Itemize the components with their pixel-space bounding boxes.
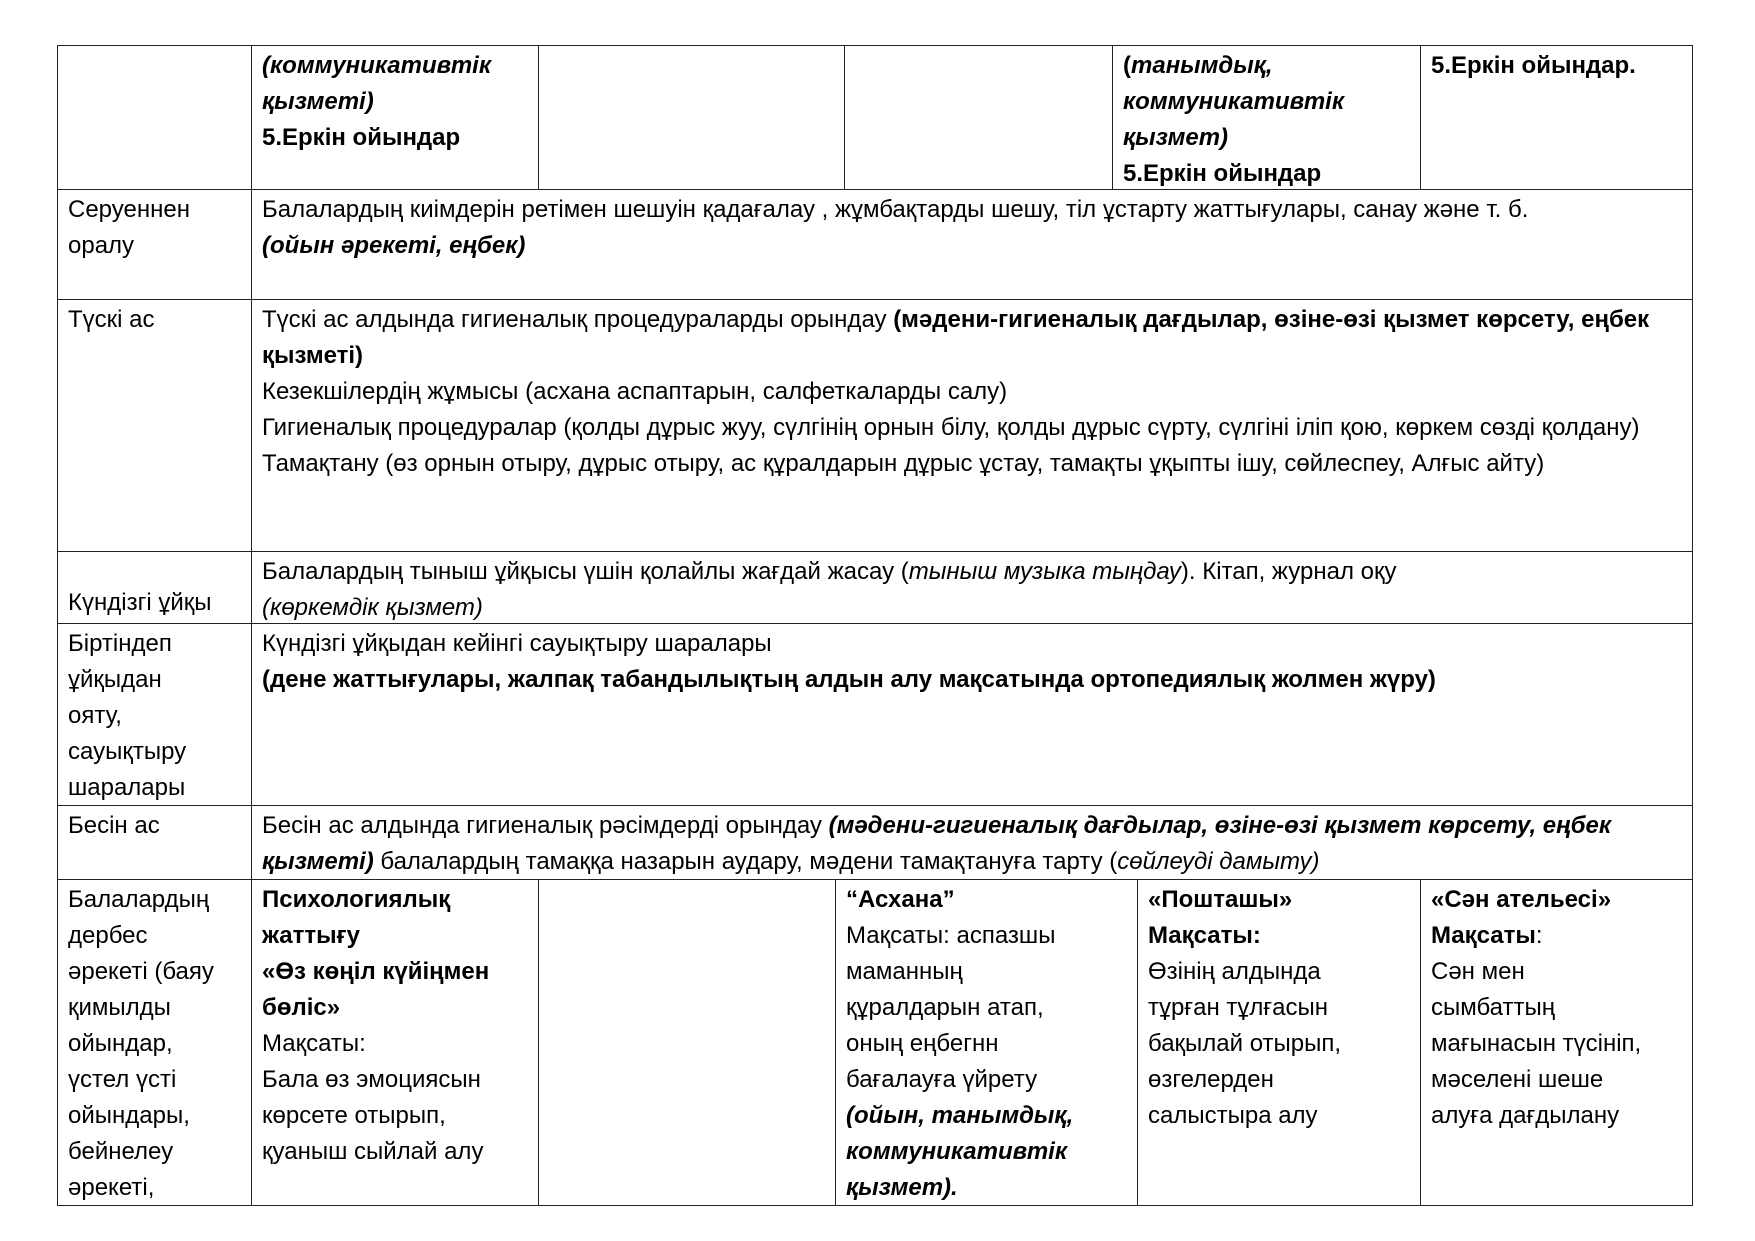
table-cell xyxy=(1421,880,1692,1205)
table-cell xyxy=(252,552,1692,623)
cell-text: (мәдени-гигиеналық дағдылар, өзіне-өзі қызмет көрсету, еңбек қызметі) xyxy=(262,306,1650,369)
table-row xyxy=(57,624,1693,806)
cell-text: Бала өз эмоциясын xyxy=(262,1066,481,1093)
cell-text: : xyxy=(1535,922,1543,949)
row-label-text: ойындары, xyxy=(68,1102,190,1129)
row-label xyxy=(58,624,252,805)
row-label-text: әрекеті, xyxy=(68,1174,155,1201)
cell-text: Өзінің алдында xyxy=(1148,958,1321,985)
cell-text: Балалардың тыныш ұйқысы үшін қолайлы жағдай жасау ( xyxy=(262,558,909,585)
cell-text: Мақсаты: аспазшы xyxy=(846,922,1056,949)
cell-text: өзгелерден xyxy=(1148,1066,1274,1093)
cell-text: алуға дағдылану xyxy=(1431,1102,1620,1129)
cell-text: 5.Еркін ойындар xyxy=(1123,160,1322,187)
table-cell xyxy=(836,880,1138,1205)
cell-text: балалардың тамаққа назарын аудару, мәдени тамақтануға тарту ( xyxy=(373,848,1118,875)
cell-text: салыстыра алу xyxy=(1148,1102,1318,1129)
cell-text: Балалардың киімдерін ретімен шешуін қадағалау , жұмбақтарды шешу, тіл ұстарту жаттығулары, санау және т. б. xyxy=(262,196,1529,223)
cell-text: тыныш музыка тыңдау xyxy=(908,558,1181,585)
row-label-text: қимылды xyxy=(68,994,171,1021)
row-label-text: Балалардың xyxy=(68,886,210,913)
cell-text: (мәдени-гигиеналық дағдылар, өзіне-өзі қызмет көрсету, еңбек қызметі) xyxy=(262,812,1611,875)
cell-text: Мақсаты: xyxy=(1148,922,1261,949)
table-row xyxy=(57,45,1693,190)
row-label xyxy=(58,806,252,879)
cell-text: (коммуникативтік xyxy=(262,52,491,79)
cell-text: жаттығу xyxy=(262,922,361,949)
cell-text: маманның xyxy=(846,958,963,985)
row-label-text: дербес xyxy=(68,922,148,949)
row-label-text: бейнелеу xyxy=(68,1138,174,1165)
cell-text: Тамақтану (өз орнын отыру, дұрыс отыру, ас құралдарын дұрыс ұстау, тамақты ұқыпты ішу, сөйлеспеу, Алғыс айту) xyxy=(262,450,1545,477)
table-cell xyxy=(1421,46,1692,189)
table-cell-label-empty xyxy=(58,46,252,189)
cell-text: қызмет) xyxy=(1123,124,1229,151)
table-cell xyxy=(1138,880,1421,1205)
cell-text: Бесін ас алдында гигиеналық рәсімдерді орындау xyxy=(262,812,829,839)
cell-text: 5.Еркін ойындар. xyxy=(1431,52,1636,79)
cell-text: мағынасын түсініп, xyxy=(1431,1030,1642,1057)
cell-text: оның еңбегнн xyxy=(846,1030,999,1057)
cell-text: Кезекшілердің жұмысы (асхана аспаптарын, салфеткаларды салу) xyxy=(262,378,1008,405)
cell-text: «Өз көңіл күйіңмен xyxy=(262,958,490,985)
table-cell xyxy=(1113,46,1421,189)
row-label-text: Біртіндеп xyxy=(68,630,172,657)
row-label-text: Түскі ас xyxy=(68,306,155,333)
cell-text: Күндізгі ұйқыдан кейінгі сауықтыру шаралары xyxy=(262,630,772,657)
cell-text: Түскі ас алдында гигиеналық процедураларды орындау xyxy=(262,306,894,333)
row-label-text: үстел үсті xyxy=(68,1066,177,1093)
table-row xyxy=(57,190,1693,300)
table-cell xyxy=(252,806,1692,879)
row-label-text: сауықтыру xyxy=(68,738,187,765)
table-cell-empty xyxy=(845,46,1113,189)
row-label xyxy=(58,880,252,1205)
row-label-text: Күндізгі ұйқы xyxy=(68,589,212,616)
cell-text: көрсете отырып, xyxy=(262,1102,446,1129)
table-cell xyxy=(252,300,1692,551)
cell-text: қуаныш сыйлай алу xyxy=(262,1138,484,1165)
row-label-text: шаралары xyxy=(68,774,186,801)
cell-note: (көркемдік қызмет) xyxy=(262,594,483,621)
row-label xyxy=(58,300,252,551)
cell-text: бөліс» xyxy=(262,994,341,1021)
cell-text: Мақсаты xyxy=(1431,922,1536,949)
cell-note: (ойын әрекеті, еңбек) xyxy=(262,232,526,259)
cell-text: 5.Еркін ойындар xyxy=(262,124,461,151)
cell-text: Психологиялық xyxy=(262,886,451,913)
cell-text: сөйлеуді дамыту) xyxy=(1117,848,1320,875)
row-label-text: Серуеннен xyxy=(68,196,190,223)
cell-text: бағалауға үйрету xyxy=(846,1066,1038,1093)
table-cell xyxy=(252,624,1692,805)
table-row xyxy=(57,300,1693,552)
cell-text: Мақсаты: xyxy=(262,1030,366,1057)
row-label-text: ұйқыдан xyxy=(68,666,162,693)
schedule-table xyxy=(57,45,1693,1206)
row-label-text: ояту, xyxy=(68,702,122,729)
table-cell xyxy=(252,880,539,1205)
row-label-text: ойындар, xyxy=(68,1030,173,1057)
table-row xyxy=(57,552,1693,624)
table-cell-empty xyxy=(539,880,836,1205)
cell-text: “Асхана” xyxy=(846,886,955,913)
table-cell xyxy=(252,190,1692,299)
table-row xyxy=(57,806,1693,880)
cell-text: «Пошташы» xyxy=(1148,886,1293,913)
row-label xyxy=(58,552,252,623)
row-label-text: әрекеті (баяу xyxy=(68,958,214,985)
cell-text: коммуникативтік xyxy=(846,1138,1067,1165)
row-label-text: Бесін ас xyxy=(68,812,160,839)
cell-text: мәселені шеше xyxy=(1431,1066,1604,1093)
cell-text: (ойын, танымдық, xyxy=(846,1102,1074,1129)
cell-text: құралдарын атап, xyxy=(846,994,1044,1021)
table-cell xyxy=(252,46,539,189)
cell-text: қызмет). xyxy=(846,1174,958,1201)
cell-note: (дене жаттығулары, жалпақ табандылықтың алдын алу мақсатында ортопедиялық жолмен жүру) xyxy=(262,666,1436,693)
table-cell-empty xyxy=(539,46,845,189)
cell-text: коммуникативтік xyxy=(1123,88,1344,115)
cell-text: қызметі) xyxy=(262,88,374,115)
cell-text: Сән мен xyxy=(1431,958,1525,985)
cell-text: Гигиеналық процедуралар (қолды дұрыс жуу, сүлгінің орнын білу, қолды дұрыс сүрту, сүлгіні іліп қою, көркем сөзді қолдану) xyxy=(262,414,1640,441)
cell-text: танымдық, xyxy=(1131,52,1273,79)
cell-text: бақылай отырып, xyxy=(1148,1030,1342,1057)
cell-text: сымбаттың xyxy=(1431,994,1555,1021)
cell-text: тұрған тұлғасын xyxy=(1148,994,1328,1021)
cell-text: ( xyxy=(1123,52,1131,79)
document-page xyxy=(57,45,1693,1206)
table-row xyxy=(57,880,1693,1206)
cell-text: ). Кітап, журнал оқу xyxy=(1180,558,1397,585)
row-label-text: оралу xyxy=(68,232,135,259)
cell-text: «Сән ательесі» xyxy=(1431,886,1612,913)
row-label xyxy=(58,190,252,299)
